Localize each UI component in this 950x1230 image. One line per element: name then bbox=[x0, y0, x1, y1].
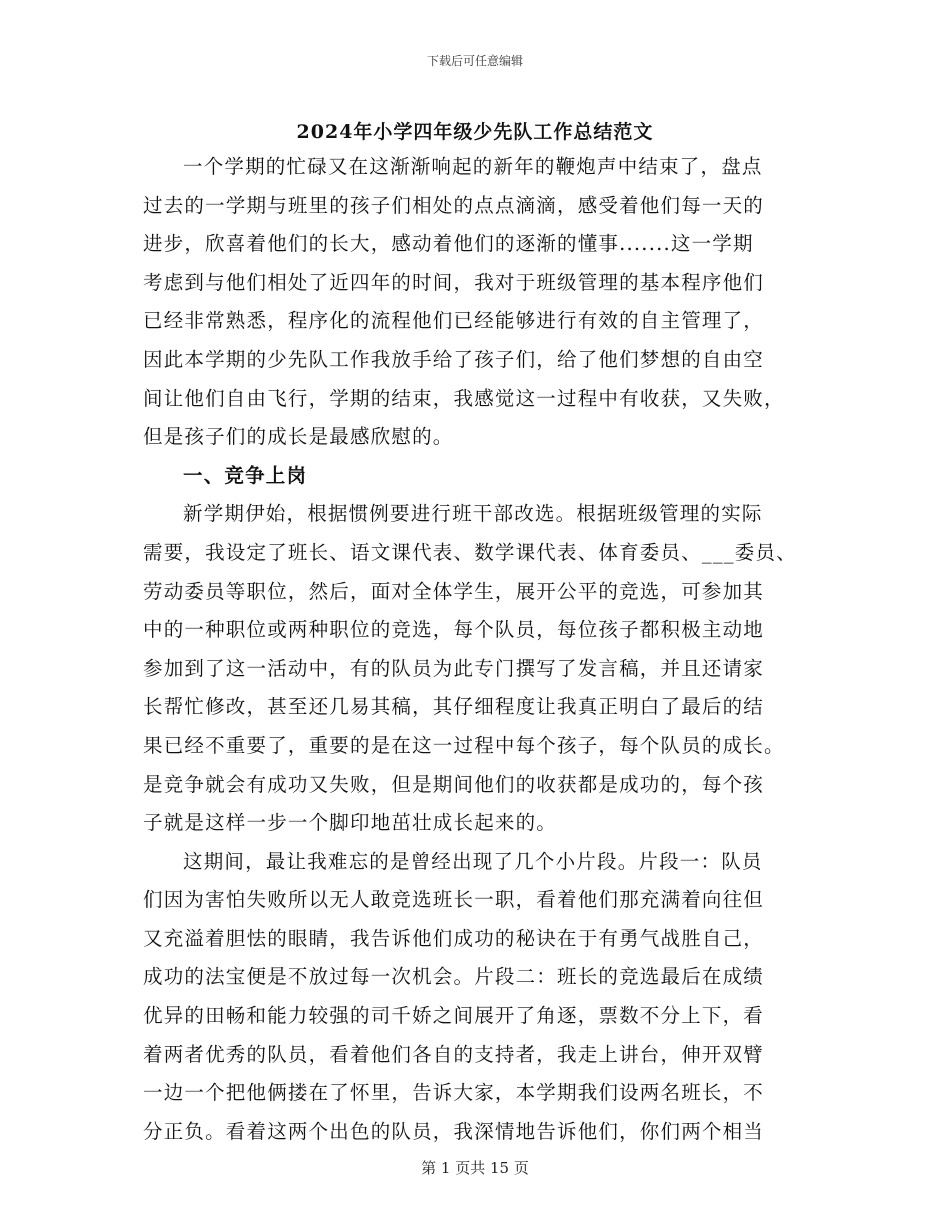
paragraph-line: 这期间，最让我难忘的是曾经出现了几个小片段。片段一：队员 bbox=[183, 849, 763, 873]
paragraph-line: 长帮忙修改，甚至还几易其稿，其仔细程度让我真正明白了最后的结 bbox=[143, 695, 765, 719]
paragraph-line: 果已经不重要了，重要的是在这一过程中每个孩子，每个队员的成长。 bbox=[143, 733, 785, 757]
paragraph-line: 间让他们自由飞行，学期的结束，我感觉这一过程中有收获，又失败， bbox=[143, 386, 785, 410]
document-body bbox=[143, 148, 828, 1151]
page-footer: 第 1 页共 15 页 bbox=[421, 1159, 529, 1177]
paragraph-line: 新学期伊始，根据惯例要进行班干部改选。根据班级管理的实际 bbox=[183, 502, 763, 526]
paragraph-line: 参加到了这一活动中，有的队员为此专门撰写了发言稿，并且还请家 bbox=[143, 656, 765, 680]
document-title: 2024年小学四年级少先队工作总结范文 bbox=[296, 121, 654, 143]
paragraph-line: 子就是这样一步一个脚印地茁壮成长起来的。 bbox=[143, 811, 558, 835]
paragraph-line: 着两者优秀的队员，看着他们各自的支持者，我走上讲台，伸开双臂 bbox=[143, 1042, 765, 1066]
paragraph-line: 一边一个把他俩搂在了怀里，告诉大家，本学期我们设两名班长，不 bbox=[143, 1081, 765, 1105]
paragraph-line: 一个学期的忙碌又在这渐渐响起的新年的鞭炮声中结束了，盘点 bbox=[183, 155, 763, 178]
paragraph-line: 优异的田畅和能力较强的司千娇之间展开了角逐，票数不分上下，看 bbox=[143, 1004, 765, 1028]
paragraph-line: 成功的法宝便是不放过每一次机会。片段二：班长的竞选最后在成绩 bbox=[143, 965, 765, 989]
paragraph-line: 又充溢着胆怯的眼睛，我告诉他们成功的秘诀在于有勇气战胜自己， bbox=[143, 926, 765, 950]
paragraph-line: 中的一种职位或两种职位的竞选，每个队员，每位孩子都积极主动地 bbox=[143, 618, 765, 642]
paragraph-line: 分正负。看着这两个出色的队员，我深情地告诉他们，你们两个相当 bbox=[143, 1119, 765, 1143]
paragraph-line: 因此本学期的少先队工作我放手给了孩子们，给了他们梦想的自由空 bbox=[143, 347, 765, 371]
paragraph-line: 过去的一学期与班里的孩子们相处的点点滴滴，感受着他们每一天的 bbox=[143, 193, 765, 217]
page-header: 下载后可任意编辑 bbox=[426, 54, 523, 68]
section-heading: 一、竞争上岗 bbox=[183, 463, 308, 487]
paragraph-line: 是竞争就会有成功又失败，但是期间他们的收获都是成功的，每个孩 bbox=[143, 772, 765, 796]
paragraph-line: 劳动委员等职位，然后，面对全体学生，展开公平的竞选，可参加其 bbox=[143, 579, 765, 603]
paragraph-line: 已经非常熟悉，程序化的流程他们已经能够进行有效的自主管理了， bbox=[143, 309, 765, 333]
paragraph-line: 需要，我设定了班长、语文课代表、数学课代表、体育委员、___委员、 bbox=[143, 540, 797, 564]
paragraph-line: 考虑到与他们相处了近四年的时间，我对于班级管理的基本程序他们 bbox=[143, 270, 765, 294]
paragraph-line: 们因为害怕失败所以无人敢竞选班长一职，看着他们那充满着向往但 bbox=[143, 888, 765, 912]
paragraph-line: 进步，欣喜着他们的长大，感动着他们的逐渐的懂事.......这一学期 bbox=[143, 232, 754, 256]
paragraph-line: 但是孩子们的成长是最感欣慰的。 bbox=[143, 425, 454, 449]
